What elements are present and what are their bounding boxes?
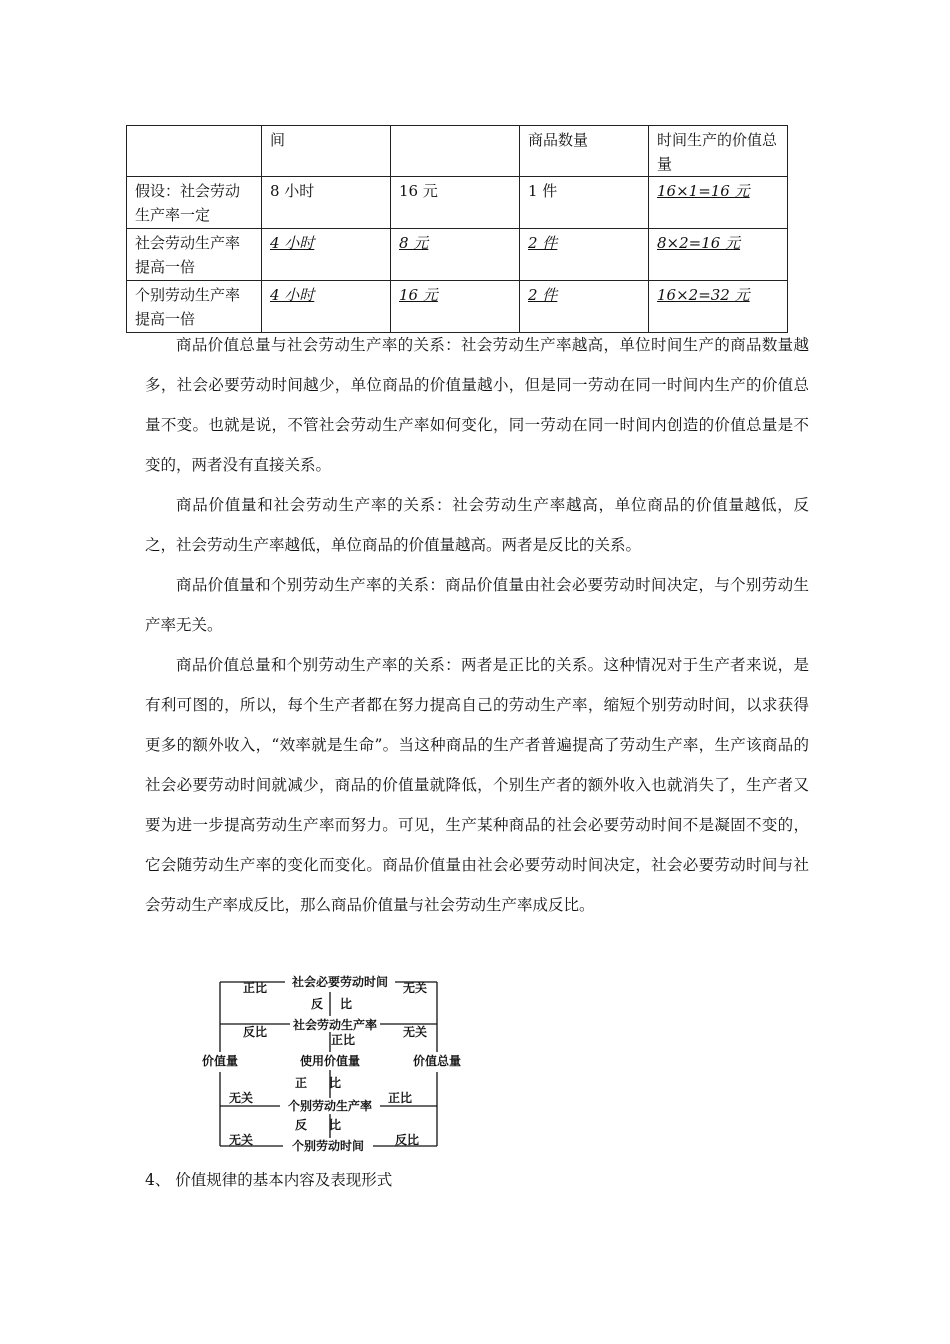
answer-text: 2 件 [528, 234, 558, 252]
label-v2: 正比 [330, 1033, 356, 1047]
table-cell: 间 [262, 126, 391, 177]
table-cell: 社会劳动生产率提高一倍 [127, 229, 262, 281]
table-cell [649, 177, 788, 229]
paragraph: 商品价值总量与社会劳动生产率的关系：社会劳动生产率越高，单位时间生产的商品数量越多，社会必要劳动时间越少，单位商品的价值量越小，但是同一劳动在同一时间内生产的价值总量不变。也就是说，不管社会劳动生产率如何变化，同一劳动在同一时间内创造的价值总量是不变的，两者没有直接关系。 [145, 336, 809, 474]
table-cell [127, 126, 262, 177]
label-v3-left: 正 [294, 1076, 308, 1090]
table-row [127, 177, 788, 229]
node-left: 价值量 [201, 1054, 239, 1068]
paragraph: 商品价值量和社会劳动生产率的关系：社会劳动生产率越高，单位商品的价值量越低，反之，社会劳动生产率越低，单位商品的价值量越高。两者是反比的关系。 [145, 496, 809, 554]
label-bottom-right: 反比 [394, 1133, 420, 1147]
section-heading: 4、 价值规律的基本内容及表现形式 [145, 1171, 393, 1189]
table-cell: 16 元 [391, 177, 520, 229]
table-cell [649, 229, 788, 281]
table-cell [391, 229, 520, 281]
label-v1-right: 比 [339, 997, 353, 1011]
label-mid-lower-left: 无关 [228, 1091, 254, 1105]
paragraph: 商品价值总量和个别劳动生产率的关系：两者是正比的关系。这种情况对于生产者来说，是有利可图的，所以，每个生产者都在努力提高自己的劳动生产率，缩短个别劳动时间，以求获得更多的额外收入，“效率就是生命”。当这种商品的生产者普遍提高了劳动生产率，生产该商品的社会必要劳动时间就减少，商品的价值量就降低，个别生产者的额外收入也就消失了，生产者又要为进一步提高劳动生产率而努力。可见，生产某种商品的社会必要劳动时间不是凝固不变的，它会随劳动生产率的变化而变化。商品价值量由社会必要劳动时间决定，社会必要劳动时间与社会劳动生产率成反比，那么商品价值量与社会劳动生产率成反比。 [145, 656, 809, 914]
relationship-diagram-svg [195, 974, 470, 1159]
label-mid-lower-right: 正比 [387, 1091, 413, 1105]
node-top: 社会必要劳动时间 [291, 975, 389, 989]
table-cell [391, 126, 520, 177]
node-center: 使用价值量 [299, 1054, 361, 1068]
table-row [127, 229, 788, 281]
label-v1-left: 反 [310, 997, 324, 1011]
table-cell: 时间生产的价值总量 [649, 126, 788, 177]
table-cell: 商品数量 [520, 126, 649, 177]
label-v3-right: 比 [328, 1076, 342, 1090]
answer-text: 4 小时 [270, 286, 315, 304]
answer-text: 16 元 [399, 286, 438, 304]
label-mid-upper-right: 无关 [402, 1025, 428, 1039]
node-mid-lower: 个别劳动生产率 [287, 1099, 373, 1113]
relationship-diagram [195, 974, 470, 1159]
table-cell: 个别劳动生产率提高一倍 [127, 281, 262, 333]
table-row [127, 126, 788, 177]
paragraph: 商品价值量和个别劳动生产率的关系：商品价值量由社会必要劳动时间决定，与个别劳动生产率无关。 [145, 576, 809, 634]
table-cell: 8 小时 [262, 177, 391, 229]
table-cell: 1 件 [520, 177, 649, 229]
answer-text: 8 元 [399, 234, 429, 252]
answer-text: 16×1=16 元 [657, 182, 750, 200]
table-cell [262, 229, 391, 281]
body-text [145, 325, 809, 925]
node-mid-upper: 社会劳动生产率 [292, 1018, 378, 1032]
node-right: 价值总量 [412, 1054, 462, 1068]
answer-text: 8×2=16 元 [657, 234, 741, 252]
answer-text: 4 小时 [270, 234, 315, 252]
label-bottom-left: 无关 [228, 1133, 254, 1147]
label-v4-left: 反 [294, 1118, 308, 1132]
table-cell [520, 229, 649, 281]
label-mid-upper-left: 反比 [242, 1025, 268, 1039]
label-top-right: 无关 [402, 981, 428, 995]
label-top-left: 正比 [242, 981, 268, 995]
label-v4-right: 比 [328, 1118, 342, 1132]
node-bottom: 个别劳动时间 [291, 1139, 365, 1153]
answer-text: 16×2=32 元 [657, 286, 750, 304]
value-comparison-table [126, 125, 788, 333]
table-cell: 假设：社会劳动生产率一定 [127, 177, 262, 229]
answer-text: 2 件 [528, 286, 558, 304]
